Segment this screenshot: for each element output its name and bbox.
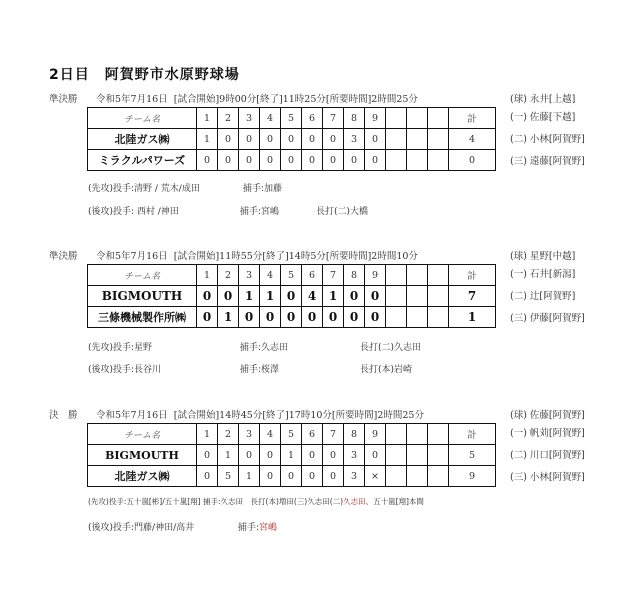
umpire-second: (二) 川口[阿賀野]: [510, 450, 585, 461]
inning-score: 0: [239, 150, 260, 171]
round-label: 決 勝: [49, 410, 78, 421]
inning-header: 5: [281, 424, 302, 445]
inning-score: 3: [344, 466, 365, 487]
inning-score: 0: [281, 307, 302, 328]
game-times: [試合開始]11時55分[終了]14時5分[所要時間]2時間10分: [173, 251, 418, 262]
inning-score: [407, 286, 428, 307]
battery-and-hits: (先攻)投手:五十嵐[彬]/五十嵐[翔] 捕手:久志田 長打(本)増田(三)久志田(二): [88, 497, 344, 506]
inning-score: 1: [239, 466, 260, 487]
pitchers: (先攻)投手:星野: [88, 343, 153, 353]
plate-umpire: (球) 永井[上越]: [510, 94, 576, 105]
game-info: [49, 407, 424, 421]
base-umpires: [510, 107, 585, 173]
umpire-first: (一) 佐藤[下越]: [510, 112, 576, 123]
inning-header: 2: [218, 265, 239, 286]
pitchers: (後攻)投手:門藤/神田/高井: [88, 523, 195, 533]
inning-header: 7: [323, 108, 344, 129]
game-date: 令和5年7月16日: [96, 410, 168, 421]
inning-header: [407, 265, 428, 286]
total-header: 計: [449, 108, 496, 129]
inning-score: 0: [344, 150, 365, 171]
inning-score: [428, 466, 449, 487]
inning-score: 1: [218, 445, 239, 466]
catcher: 捕手:宮嶋: [240, 207, 280, 217]
inning-score: 0: [197, 445, 218, 466]
inning-score: 5: [218, 466, 239, 487]
total-score: 7: [449, 286, 496, 307]
game-info: [49, 91, 418, 105]
inning-header: 8: [344, 265, 365, 286]
inning-score: [386, 445, 407, 466]
game-info: [49, 248, 418, 262]
inning-score: 0: [197, 286, 218, 307]
extra-base-hits: 長打(本)岩崎: [360, 365, 413, 375]
team-name-header: チーム名: [88, 265, 197, 286]
catcher-name-highlighted: 宮嶋: [259, 523, 278, 533]
team-name-header: チーム名: [88, 424, 197, 445]
inning-header: 1: [197, 108, 218, 129]
inning-header: [428, 108, 449, 129]
inning-score: 0: [365, 150, 386, 171]
total-score: 4: [449, 129, 496, 150]
inning-score: 0: [260, 307, 281, 328]
inning-score: 1: [218, 307, 239, 328]
inning-score: 1: [323, 286, 344, 307]
catcher: 捕手:加藤: [243, 184, 283, 194]
extra-base-hits: 長打(二)大橋: [316, 207, 369, 217]
inning-score: 1: [260, 286, 281, 307]
team-row: [88, 466, 496, 487]
inning-score: 0: [218, 150, 239, 171]
team-row: [88, 307, 496, 328]
plate-umpire: (球) 星野[中越]: [510, 251, 576, 262]
umpire-third: (三) 遠藤[阿賀野]: [510, 156, 585, 167]
inning-score: 0: [365, 445, 386, 466]
inning-score: 1: [281, 445, 302, 466]
inning-score: 0: [365, 307, 386, 328]
game-date: 令和5年7月16日: [96, 94, 168, 105]
inning-header: 7: [323, 424, 344, 445]
scoreboard-table: [87, 107, 496, 171]
inning-score: [386, 129, 407, 150]
inning-score: [428, 129, 449, 150]
team-row: [88, 445, 496, 466]
highlighted-player: 久志田: [343, 497, 366, 506]
scoreboard-header-row: [88, 424, 496, 445]
inning-score: 0: [365, 286, 386, 307]
pitchers: (先攻)投手:清野 / 荒木/成田: [88, 184, 200, 194]
team-name: BIGMOUTH: [88, 445, 197, 466]
inning-score: [407, 307, 428, 328]
inning-score: [407, 445, 428, 466]
inning-score: 0: [281, 466, 302, 487]
home-battery-notes: [88, 362, 412, 375]
extra-base-hits: 長打(二)久志田: [360, 343, 422, 353]
inning-header: 1: [197, 265, 218, 286]
base-umpires: [510, 264, 585, 330]
inning-score: 0: [323, 466, 344, 487]
inning-header: 5: [281, 108, 302, 129]
inning-header: 4: [260, 265, 281, 286]
inning-score: 0: [197, 466, 218, 487]
game-times: [試合開始]14時45分[終了]17時10分[所要時間]2時間25分: [173, 410, 424, 421]
inning-score: 4: [302, 286, 323, 307]
inning-score: 0: [239, 129, 260, 150]
inning-score: 0: [197, 150, 218, 171]
battery-and-hits-cont: 、五十嵐[翔]本間: [365, 497, 424, 506]
team-name: 北陸ガス㈱: [88, 129, 197, 150]
inning-score: 0: [302, 129, 323, 150]
inning-score: [428, 150, 449, 171]
pitchers: (後攻)投手: 西村 /神田: [88, 207, 179, 217]
inning-header: 9: [365, 108, 386, 129]
inning-header: 3: [239, 265, 260, 286]
inning-score: 0: [281, 129, 302, 150]
visitor-battery-notes: [88, 340, 421, 353]
inning-score: 0: [365, 129, 386, 150]
inning-score: 3: [344, 129, 365, 150]
team-row: [88, 286, 496, 307]
team-row: [88, 129, 496, 150]
inning-score: [386, 307, 407, 328]
scoreboard-table: [87, 423, 496, 487]
inning-score: 0: [323, 307, 344, 328]
scoreboard-table: [87, 264, 496, 328]
inning-score: 0: [197, 307, 218, 328]
catcher: 捕手:久志田: [240, 343, 289, 353]
umpire-third: (三) 小林[阿賀野]: [510, 472, 585, 483]
inning-header: 2: [218, 108, 239, 129]
total-header: 計: [449, 265, 496, 286]
visitor-battery-notes: [88, 181, 282, 194]
inning-score: [386, 466, 407, 487]
inning-header: 4: [260, 108, 281, 129]
inning-score: 0: [302, 445, 323, 466]
umpire-first: (一) 石井[新潟]: [510, 269, 576, 280]
inning-header: 2: [218, 424, 239, 445]
inning-score: 0: [239, 307, 260, 328]
inning-header: [386, 265, 407, 286]
inning-score: [428, 445, 449, 466]
inning-header: [386, 424, 407, 445]
inning-header: 9: [365, 424, 386, 445]
inning-score: [428, 307, 449, 328]
scoreboard-header-row: [88, 108, 496, 129]
inning-header: 7: [323, 265, 344, 286]
inning-score: 0: [323, 445, 344, 466]
inning-score: 0: [344, 307, 365, 328]
inning-header: 5: [281, 265, 302, 286]
inning-score: 0: [260, 445, 281, 466]
team-row: [88, 150, 496, 171]
inning-header: 9: [365, 265, 386, 286]
umpire-second: (二) 小林[阿賀野]: [510, 134, 585, 145]
inning-header: 6: [302, 265, 323, 286]
total-header: 計: [449, 424, 496, 445]
inning-score: 0: [302, 150, 323, 171]
base-umpires: [510, 423, 585, 489]
total-score: 9: [449, 466, 496, 487]
home-battery-notes: [88, 520, 277, 533]
inning-score: [407, 150, 428, 171]
round-label: 準決勝: [49, 94, 78, 105]
inning-score: 0: [260, 466, 281, 487]
total-score: 0: [449, 150, 496, 171]
inning-header: 3: [239, 108, 260, 129]
total-score: 5: [449, 445, 496, 466]
inning-score: 0: [218, 129, 239, 150]
team-name-header: チーム名: [88, 108, 197, 129]
inning-score: 0: [323, 150, 344, 171]
inning-score: [407, 466, 428, 487]
total-score: 1: [449, 307, 496, 328]
inning-score: [407, 129, 428, 150]
catcher-label: 捕手:: [238, 523, 260, 533]
inning-header: 6: [302, 424, 323, 445]
visitor-battery-notes: [88, 496, 424, 507]
catcher: 捕手:桜澤: [240, 365, 280, 375]
inning-score: 0: [260, 150, 281, 171]
scoreboard-header-row: [88, 265, 496, 286]
inning-header: [407, 108, 428, 129]
plate-umpire: (球) 佐藤[阿賀野]: [510, 410, 585, 421]
inning-header: 8: [344, 424, 365, 445]
inning-header: 6: [302, 108, 323, 129]
inning-score: 0: [302, 466, 323, 487]
inning-header: 8: [344, 108, 365, 129]
day-title: 2日目 阿賀野市水原野球場: [49, 67, 240, 83]
inning-header: [428, 265, 449, 286]
umpire-second: (二) 辻[阿賀野]: [510, 291, 576, 302]
inning-score: ×: [365, 466, 386, 487]
team-name: BIGMOUTH: [88, 286, 197, 307]
inning-header: [386, 108, 407, 129]
game-date: 令和5年7月16日: [96, 251, 168, 262]
team-name: 北陸ガス㈱: [88, 466, 197, 487]
inning-score: 1: [239, 286, 260, 307]
inning-header: 3: [239, 424, 260, 445]
inning-score: 0: [344, 286, 365, 307]
team-name: ミラクルパワーズ: [88, 150, 197, 171]
inning-header: [428, 424, 449, 445]
home-battery-notes: [88, 204, 368, 217]
inning-score: 0: [281, 150, 302, 171]
inning-score: 0: [281, 286, 302, 307]
inning-score: 0: [218, 286, 239, 307]
inning-header: [407, 424, 428, 445]
pitchers: (後攻)投手:長谷川: [88, 365, 162, 375]
round-label: 準決勝: [49, 251, 78, 262]
inning-header: 1: [197, 424, 218, 445]
inning-score: 1: [197, 129, 218, 150]
inning-score: 0: [260, 129, 281, 150]
inning-score: [386, 150, 407, 171]
inning-score: 3: [344, 445, 365, 466]
team-name: 三條機械製作所㈱: [88, 307, 197, 328]
inning-score: 0: [302, 307, 323, 328]
inning-score: [386, 286, 407, 307]
umpire-third: (三) 伊藤[阿賀野]: [510, 313, 585, 324]
inning-header: 4: [260, 424, 281, 445]
inning-score: 0: [239, 445, 260, 466]
inning-score: 0: [323, 129, 344, 150]
game-times: [試合開始]9時00分[終了]11時25分[所要時間]2時間25分: [173, 94, 418, 105]
inning-score: [428, 286, 449, 307]
umpire-first: (一) 帆苅[阿賀野]: [510, 428, 585, 439]
